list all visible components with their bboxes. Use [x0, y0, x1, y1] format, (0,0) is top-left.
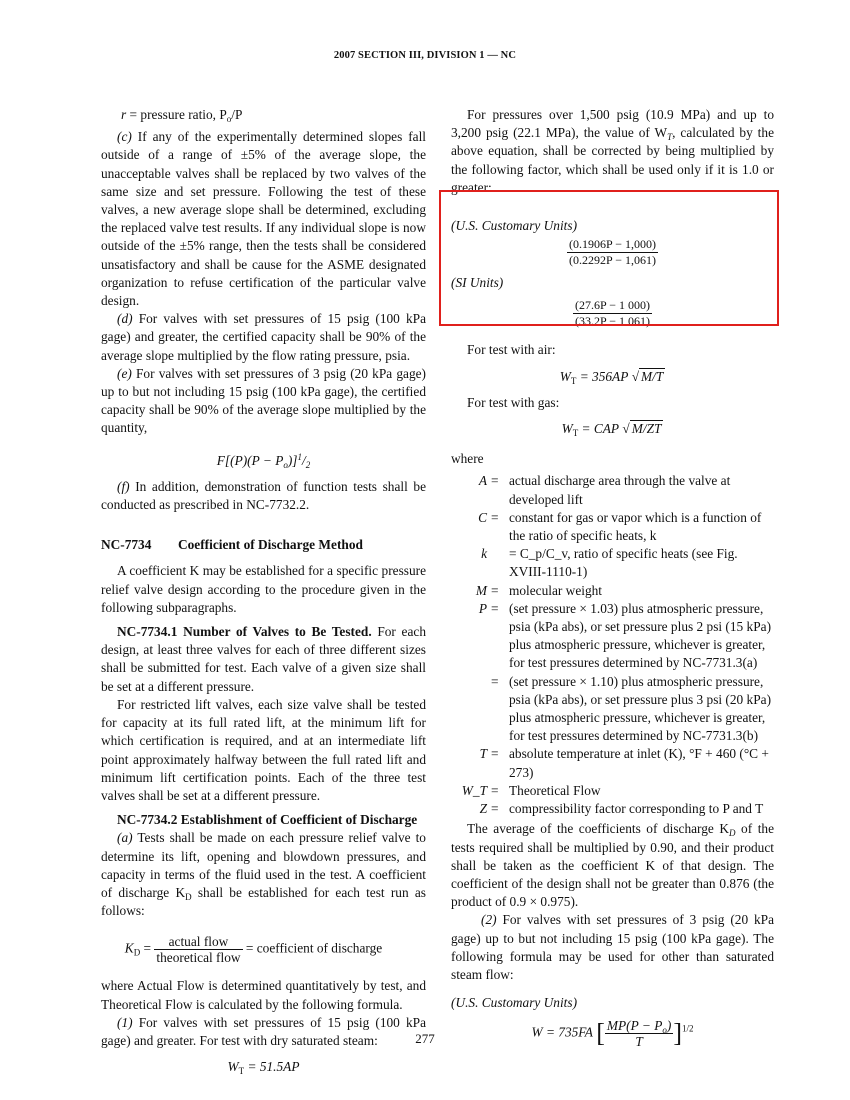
para-c [101, 128, 426, 310]
text-d: For valves with set pressures of 15 psig (100 kPa gage) and greater, the certified capacity shall be 90% of the average slope multiplied by the flow rating pressure, psia. [101, 311, 427, 363]
label-d: (d) [117, 311, 133, 327]
e-formula-text: F[(P)(P − P [216, 452, 284, 468]
where-actual-flow: where Actual Flow is determined quantitatively by test, and Theoretical Flow is calculated by the following formula. [101, 978, 426, 1012]
label-e: (e) [117, 365, 132, 381]
text-f: In addition, demonstration of function tests shall be conducted as prescribed in NC-7732.2. [101, 478, 426, 513]
us-denominator: (0.2292P − 1,061) [569, 253, 656, 268]
kd-fraction [154, 934, 242, 965]
left-column [101, 106, 426, 1076]
label-2: (2) [481, 912, 497, 928]
us-units-label: (U.S. Customary Units) [451, 218, 578, 234]
w-numerator-tail: ) [666, 1018, 672, 1034]
running-header: 2007 SECTION III, DIVISION 1 — NC [333, 50, 517, 61]
label-2a1: (1) [117, 1014, 133, 1030]
def-t: T = absolute temperature at inlet (K), °F + 460 (°C + 273) [479, 746, 769, 780]
label-2a: (a) [117, 830, 133, 846]
air-radicand: M/T [641, 368, 664, 384]
text-2a-tail: shall be established for each test run as follows: [101, 884, 426, 919]
heading-7734-1: NC-7734.1 Number of Valves to Be Tested. [117, 624, 372, 640]
section-heading [101, 536, 426, 554]
si-units-label: (SI Units) [451, 275, 504, 291]
def-p: P = (set pressure × 1.03) plus atmospheric pressure, psia (kPa abs), or set pressure plus 2 psi (15 kPa) plus atmospheric pressure, whichever is greater, for test pressures determined by NC-7731.3(a) [478, 600, 772, 671]
high-pressure-text: For pressures over 1,500 psig (10.9 MPa) and up to 3,200 psig (22.1 MPa), the value of W [451, 107, 774, 141]
r-def-tail: /P [231, 107, 243, 122]
si-numerator: (27.6P − 1 000) [575, 298, 650, 313]
r-definition: r = pressure ratio, $P_o/P$ [121, 107, 243, 124]
w-lhs: W = 735FA [531, 1024, 593, 1040]
label-f: (f) [117, 478, 130, 494]
air-equation: $W_T = 356AP$ √ M/T [559, 368, 664, 386]
us-units-label-2: (U.S. Customary Units) [451, 995, 578, 1011]
text-e: For valves with set pressures of 3 psig (20 kPa gage) up to but not including 15 psig (100 kPa gage), the certified capacity shall be 90% of the average slope multiplied by the quantity, [101, 365, 426, 436]
gas-label: For test with gas: [467, 394, 560, 410]
para-average: The average of the coefficients of discharge $K_D$ of the tests required shall be multiplied by 0.90, and their product shall be taken as the coefficient K of that design. The coefficient of the design shall not be greater than 0.876 (the product of 0.9 × 0.975). [451, 821, 775, 910]
heading-7734-2 [101, 811, 426, 829]
page-number: 277 [415, 1031, 435, 1046]
w-denominator: T [635, 1034, 643, 1050]
label-c: (c) [117, 129, 132, 145]
e-formula: $F[(P)(P - P_o)]^1/_2$ [216, 451, 311, 470]
section-intro: A coefficient K may be established for a specific pressure relief valve design according to the procedure given in the following subparagraphs. [101, 563, 426, 615]
def-a: A = actual discharge area through the valve at developed lift [478, 473, 731, 507]
para-f [101, 478, 426, 514]
para-restricted-lift: For restricted lift valves, each size valve shall be tested for capacity at its full rated lift, at the minimum lift for which certification is required, and at an intermediate lift point approximately halfway between the full rated lift and minimum lift certification points. Each of the three test valves shall be set at a different pressure. [101, 696, 426, 803]
def-c: C = constant for gas or vapor which is a function of the ratio of specific heats, k [478, 509, 762, 544]
text-2a1: For valves with set pressures of 15 psig (100 kPa gage) and greater. For test with dry saturated steam: [101, 1014, 427, 1048]
w-equation: W = 735FA [ $\frac{MP(P - P_o)}{T}$ ]$^{1/2}$ [531, 1018, 694, 1050]
section-number: NC-7734 [101, 537, 152, 553]
w-fraction: $\frac{MP(P - P_o)}{T}$ [606, 1018, 672, 1050]
r-def-text: = pressure ratio, P [129, 107, 227, 122]
def-m: M = molecular weight [475, 582, 603, 598]
para-2a: (a) Tests shall be made on each pressure relief valve to determine its lift, opening and blowdown pressures, and capacity in terms of the fluid used in the test. A coefficient of discharge $K_D$ shall be established for each test run as follows: [101, 830, 426, 919]
high-pressure-tail: , calculated by the above equation, shall be corrected by being multiplied by the following factor, which shall be used only if it is 1.0 or greater: [451, 125, 774, 195]
average-text: The average of the coefficients of discharge K [467, 821, 730, 837]
section-title: Coefficient of Discharge Method [178, 537, 363, 553]
air-label: For test with air: [467, 342, 556, 358]
kd-denominator: theoretical flow [156, 950, 241, 966]
e-formula-tail: )] [287, 452, 298, 468]
heading-7734-2-text: NC-7734.2 Establishment of Coefficient of Discharge [117, 812, 418, 828]
text-2a: Tests shall be made on each pressure relief valve to determine its lift, opening and blowdown pressures, and capacity in terms of the fluid used in the test. A coefficient of discharge K [101, 830, 426, 900]
kd-numerator: actual flow [154, 934, 242, 950]
w-exponent: 1/2 [681, 1023, 694, 1034]
kd-equation: $K_D$ = $\frac{\text{actual flow}}{\text{theoretical flow}}$ = coefficient of discharge [124, 934, 383, 966]
wt-steam-rhs: = 51.5AP [247, 1059, 300, 1075]
us-numerator: (0.1906P − 1,000) [569, 237, 656, 252]
highlight-box [439, 190, 779, 326]
para-2 [451, 911, 774, 984]
gas-radicand: M/ZT [631, 421, 662, 437]
definitions-list [451, 472, 774, 818]
average-tail: of the tests required shall be multiplied by 0.90, and their product shall be taken as the coefficient K of that design. The coefficient of the design shall not be greater than 0.876 (the product of 0.9 × 0.975). [451, 821, 775, 910]
text-2: For valves with set pressures of 3 psig (20 kPa gage) up to but not including 15 psig (100 kPa gage). The following formula may be used for other than saturated steam flow: [451, 912, 775, 982]
def-p-alt: = (set pressure × 1.10) plus atmospheric pressure, psia (kPa abs), or set pressure plus 3 psi (20 kPa) plus atmospheric pressure, whichever is greater, for test pressures determined by NC-7731.3(b) [491, 673, 772, 744]
w-numerator: MP(P − P [606, 1018, 663, 1034]
gas-equation: $W_T$ = CAP √ M/ZT [561, 421, 662, 439]
para-e [101, 365, 426, 438]
text-7734-1: For each design, at least three valves for each of three different sizes shall be submitted for test. Each valve of a given size shall be set at a different pressure. [101, 624, 426, 694]
gas-rhs: = CAP [581, 421, 620, 437]
where-label: where [451, 451, 484, 467]
si-denominator: (33.2P − 1 061) [575, 314, 650, 329]
kd-rhs: = coefficient of discharge [245, 940, 383, 956]
def-wt: W_T = Theoretical Flow [461, 782, 601, 798]
def-z: Z = compressibility factor corresponding to P and T [479, 801, 764, 817]
text-c: If any of the experimentally determined slopes fall outside of a range of ±5% of the average slope, the unacceptable valves shall be replaced by two valves of the same size and set pressure. Following the test of these valves, a new average slope shall be determined, excluding the replaced valve test results. If any individual slope is now outside of the ±5% range, then the tests shall be considered unsatisfactory and shall be cause for the ASME designated organization to refuse certification of the particular valve design. [101, 129, 426, 309]
para-7734-1 [101, 623, 426, 696]
def-k: k = C_p/C_v, ratio of specific heats (see Fig. XVIII-1110-1) [481, 546, 738, 580]
air-rhs: = 356AP [579, 368, 629, 384]
para-d [101, 310, 426, 365]
wt-steam-equation: $W_T = 51.5AP$ [227, 1059, 300, 1077]
para-high-pressure: For pressures over 1,500 psig (10.9 MPa) and up to 3,200 psig (22.1 MPa), the value of $W_T$, calculated by the above equation, shall be corrected by being multiplied by the following factor, which shall be used only if it is 1.0 or greater: [451, 107, 774, 195]
